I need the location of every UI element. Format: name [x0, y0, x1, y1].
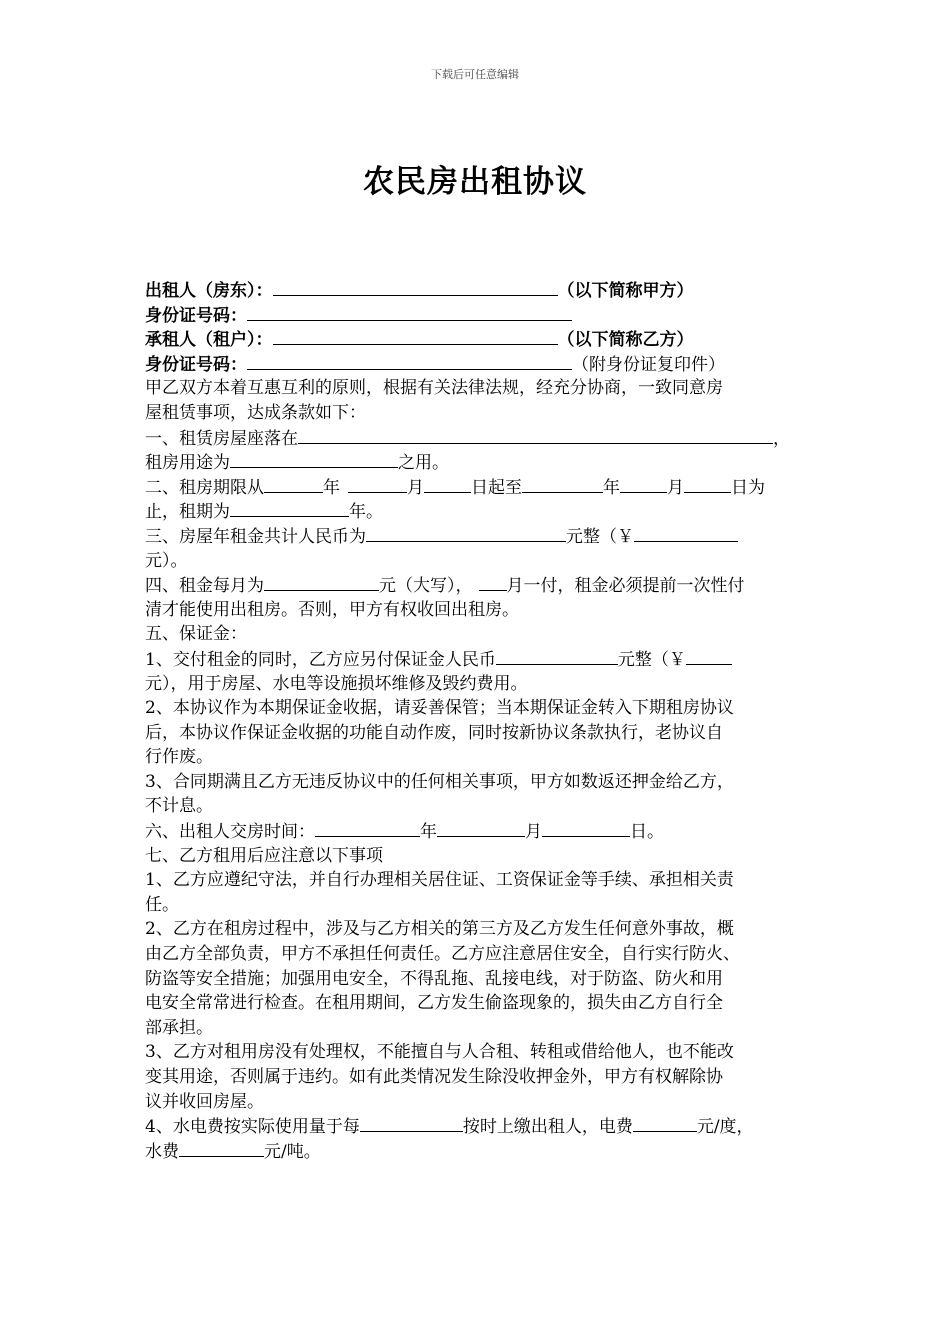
deposit-line: [145, 647, 810, 672]
clause-text: 四、租金每月为: [145, 576, 264, 597]
label-id-copy: （附身份证复印件）: [572, 354, 725, 375]
lessor-blank[interactable]: [273, 278, 558, 296]
text-line: 电安全常常进行检查。在租用期间，乙方发生偷盗现象的，损失由乙方自行全: [145, 993, 723, 1014]
clause-text: 一、租赁房屋座落在: [145, 428, 298, 449]
usage-line: [145, 450, 810, 475]
clause-text: 之用。: [398, 453, 449, 474]
payment-period-blank[interactable]: [360, 1114, 463, 1132]
clause-text: 日。: [630, 822, 664, 843]
location-blank[interactable]: [298, 426, 773, 444]
text-line: 元），用于房屋、水电等设施损坏维修及毁约费用。: [145, 673, 528, 694]
text-line: 由乙方全部负责，甲方不承担任何责任。乙方应注意居住安全，自行实行防火、: [145, 944, 740, 965]
text-line: 后，本协议作保证金收据的功能自动作废，同时按新协议条款执行，老协议自: [145, 722, 723, 743]
utilities-line: [145, 1114, 810, 1139]
clause-text: 日为: [731, 477, 765, 498]
clause-text: 元（大写），: [379, 576, 473, 597]
text-line: 防盗等安全措施；加强用电安全，不得乱拖、乱接电线，对于防盗、防火和用: [145, 968, 723, 989]
clause-text: 二、租房期限从: [145, 477, 264, 498]
label-party-b: （以下简称乙方）: [557, 330, 694, 351]
text-line: 3、合同期满且乙方无违反协议中的任何相关事项，甲方如数返还押金给乙方，: [145, 771, 734, 792]
text-line: 任。: [145, 894, 179, 915]
start-day-blank[interactable]: [424, 475, 471, 493]
annual-rent-figure-blank[interactable]: [634, 524, 738, 542]
text-line: 议并收回房屋。: [145, 1091, 264, 1112]
lessor-line: [145, 278, 810, 303]
text-line: 清才能使用出租房。否则，甲方有权收回出租房。: [145, 599, 519, 620]
clause-text: 水费: [145, 1141, 179, 1162]
clause-6-line: [145, 819, 810, 844]
lessor-id-blank[interactable]: [247, 303, 572, 321]
electricity-rate-blank[interactable]: [633, 1114, 697, 1132]
end-year-blank[interactable]: [522, 475, 603, 493]
start-month-blank[interactable]: [348, 475, 407, 493]
clause-text: 1、交付租金的同时，乙方应另付保证金人民币: [145, 649, 496, 670]
water-line: [145, 1139, 810, 1164]
usage-blank[interactable]: [230, 450, 398, 468]
end-day-blank[interactable]: [684, 475, 731, 493]
term-line: [145, 499, 810, 524]
start-year-blank[interactable]: [264, 475, 323, 493]
clause-text: 月: [407, 477, 424, 498]
term-years-blank[interactable]: [230, 499, 349, 517]
clause-text: 月: [667, 477, 684, 498]
clause-text: 月: [525, 822, 542, 843]
header-note: 下载后可任意编辑: [431, 68, 519, 81]
handover-day-blank[interactable]: [542, 819, 630, 837]
label-lessor: 出租人（房东）：: [145, 281, 273, 301]
text-line: 五、保证金：: [145, 624, 247, 645]
monthly-rent-blank[interactable]: [264, 573, 379, 591]
clause-text: 4、水电费按实际使用量于每: [145, 1117, 360, 1138]
label-id-number: 身份证号码：: [145, 305, 247, 326]
months-blank[interactable]: [479, 573, 507, 591]
handover-year-blank[interactable]: [315, 819, 420, 837]
lessee-id-line: [145, 352, 810, 377]
lessor-id-line: [145, 303, 810, 328]
clause-2-line: [145, 475, 810, 500]
clause-text: 按时上缴出租人，电费: [462, 1117, 633, 1138]
text-line: 部承担。: [145, 1017, 213, 1038]
clause-text: 元整（￥: [566, 526, 634, 547]
lessee-blank[interactable]: [273, 327, 558, 345]
page-title: 农民房出租协议: [363, 164, 587, 200]
clause-text: 止，租期为: [145, 502, 230, 523]
text-line: 不计息。: [145, 796, 213, 817]
clause-text: 元整（￥: [617, 649, 686, 670]
text-line: 变其用途，否则属于违约。如有此类情况发生除没收押金外，甲方有权解除协: [145, 1067, 723, 1087]
annual-rent-blank[interactable]: [366, 524, 566, 542]
water-rate-blank[interactable]: [179, 1139, 264, 1157]
label-id-number: 身份证号码：: [145, 354, 247, 375]
text-line: 3、乙方对租用房没有处理权，不能擅自与人合租、转租或借给他人，也不能改: [145, 1042, 734, 1063]
clause-text: 六、出租人交房时间：: [145, 822, 315, 843]
clause-text: 年: [603, 477, 620, 498]
text-line: 屋租赁事项，达成条款如下：: [145, 402, 366, 423]
text-line: 甲乙双方本着互惠互利的原则，根据有关法律法规，经充分协商，一致同意房: [145, 378, 723, 399]
text-line: 1、乙方应遵纪守法，并自行办理相关居住证、工资保证金等手续、承担相关责: [145, 870, 734, 891]
text-line: 元）。: [145, 550, 188, 571]
end-month-blank[interactable]: [620, 475, 667, 493]
label-lessee: 承租人（租户）：: [145, 330, 273, 351]
clause-text: ，: [773, 428, 790, 449]
deposit-figure-blank[interactable]: [686, 647, 732, 665]
text-line: 七、乙方租用后应注意以下事项: [145, 845, 383, 866]
text-line: 行作废。: [145, 747, 213, 768]
clause-text: 年。: [349, 502, 383, 523]
clause-4-line: [145, 573, 810, 598]
clause-text: 月一付，租金必须提前一次性付: [506, 576, 745, 597]
text-line: 2、本协议作为本期保证金收据，请妥善保管；当本期保证金转入下期租房协议: [145, 698, 734, 719]
clause-text: 元/度，: [696, 1117, 754, 1138]
clause-3-line: [145, 524, 810, 549]
clause-text: 租房用途为: [145, 453, 230, 474]
lessee-id-blank[interactable]: [247, 352, 572, 370]
clause-text: 三、房屋年租金共计人民币为: [145, 526, 366, 547]
label-party-a: （以下简称甲方）: [557, 281, 694, 301]
handover-month-blank[interactable]: [437, 819, 525, 837]
clause-text: 年: [323, 477, 340, 498]
clause-text: 元/吨。: [264, 1141, 321, 1162]
clause-text: 年: [420, 822, 437, 843]
clause-1-line: [145, 426, 810, 451]
deposit-blank[interactable]: [496, 647, 618, 665]
lessee-line: [145, 327, 810, 352]
text-line: 2、乙方在租房过程中，涉及与乙方相关的第三方及乙方发生任何意外事故，概: [145, 919, 734, 940]
agreement-body: [145, 278, 810, 1163]
clause-text: 日起至: [471, 477, 522, 498]
